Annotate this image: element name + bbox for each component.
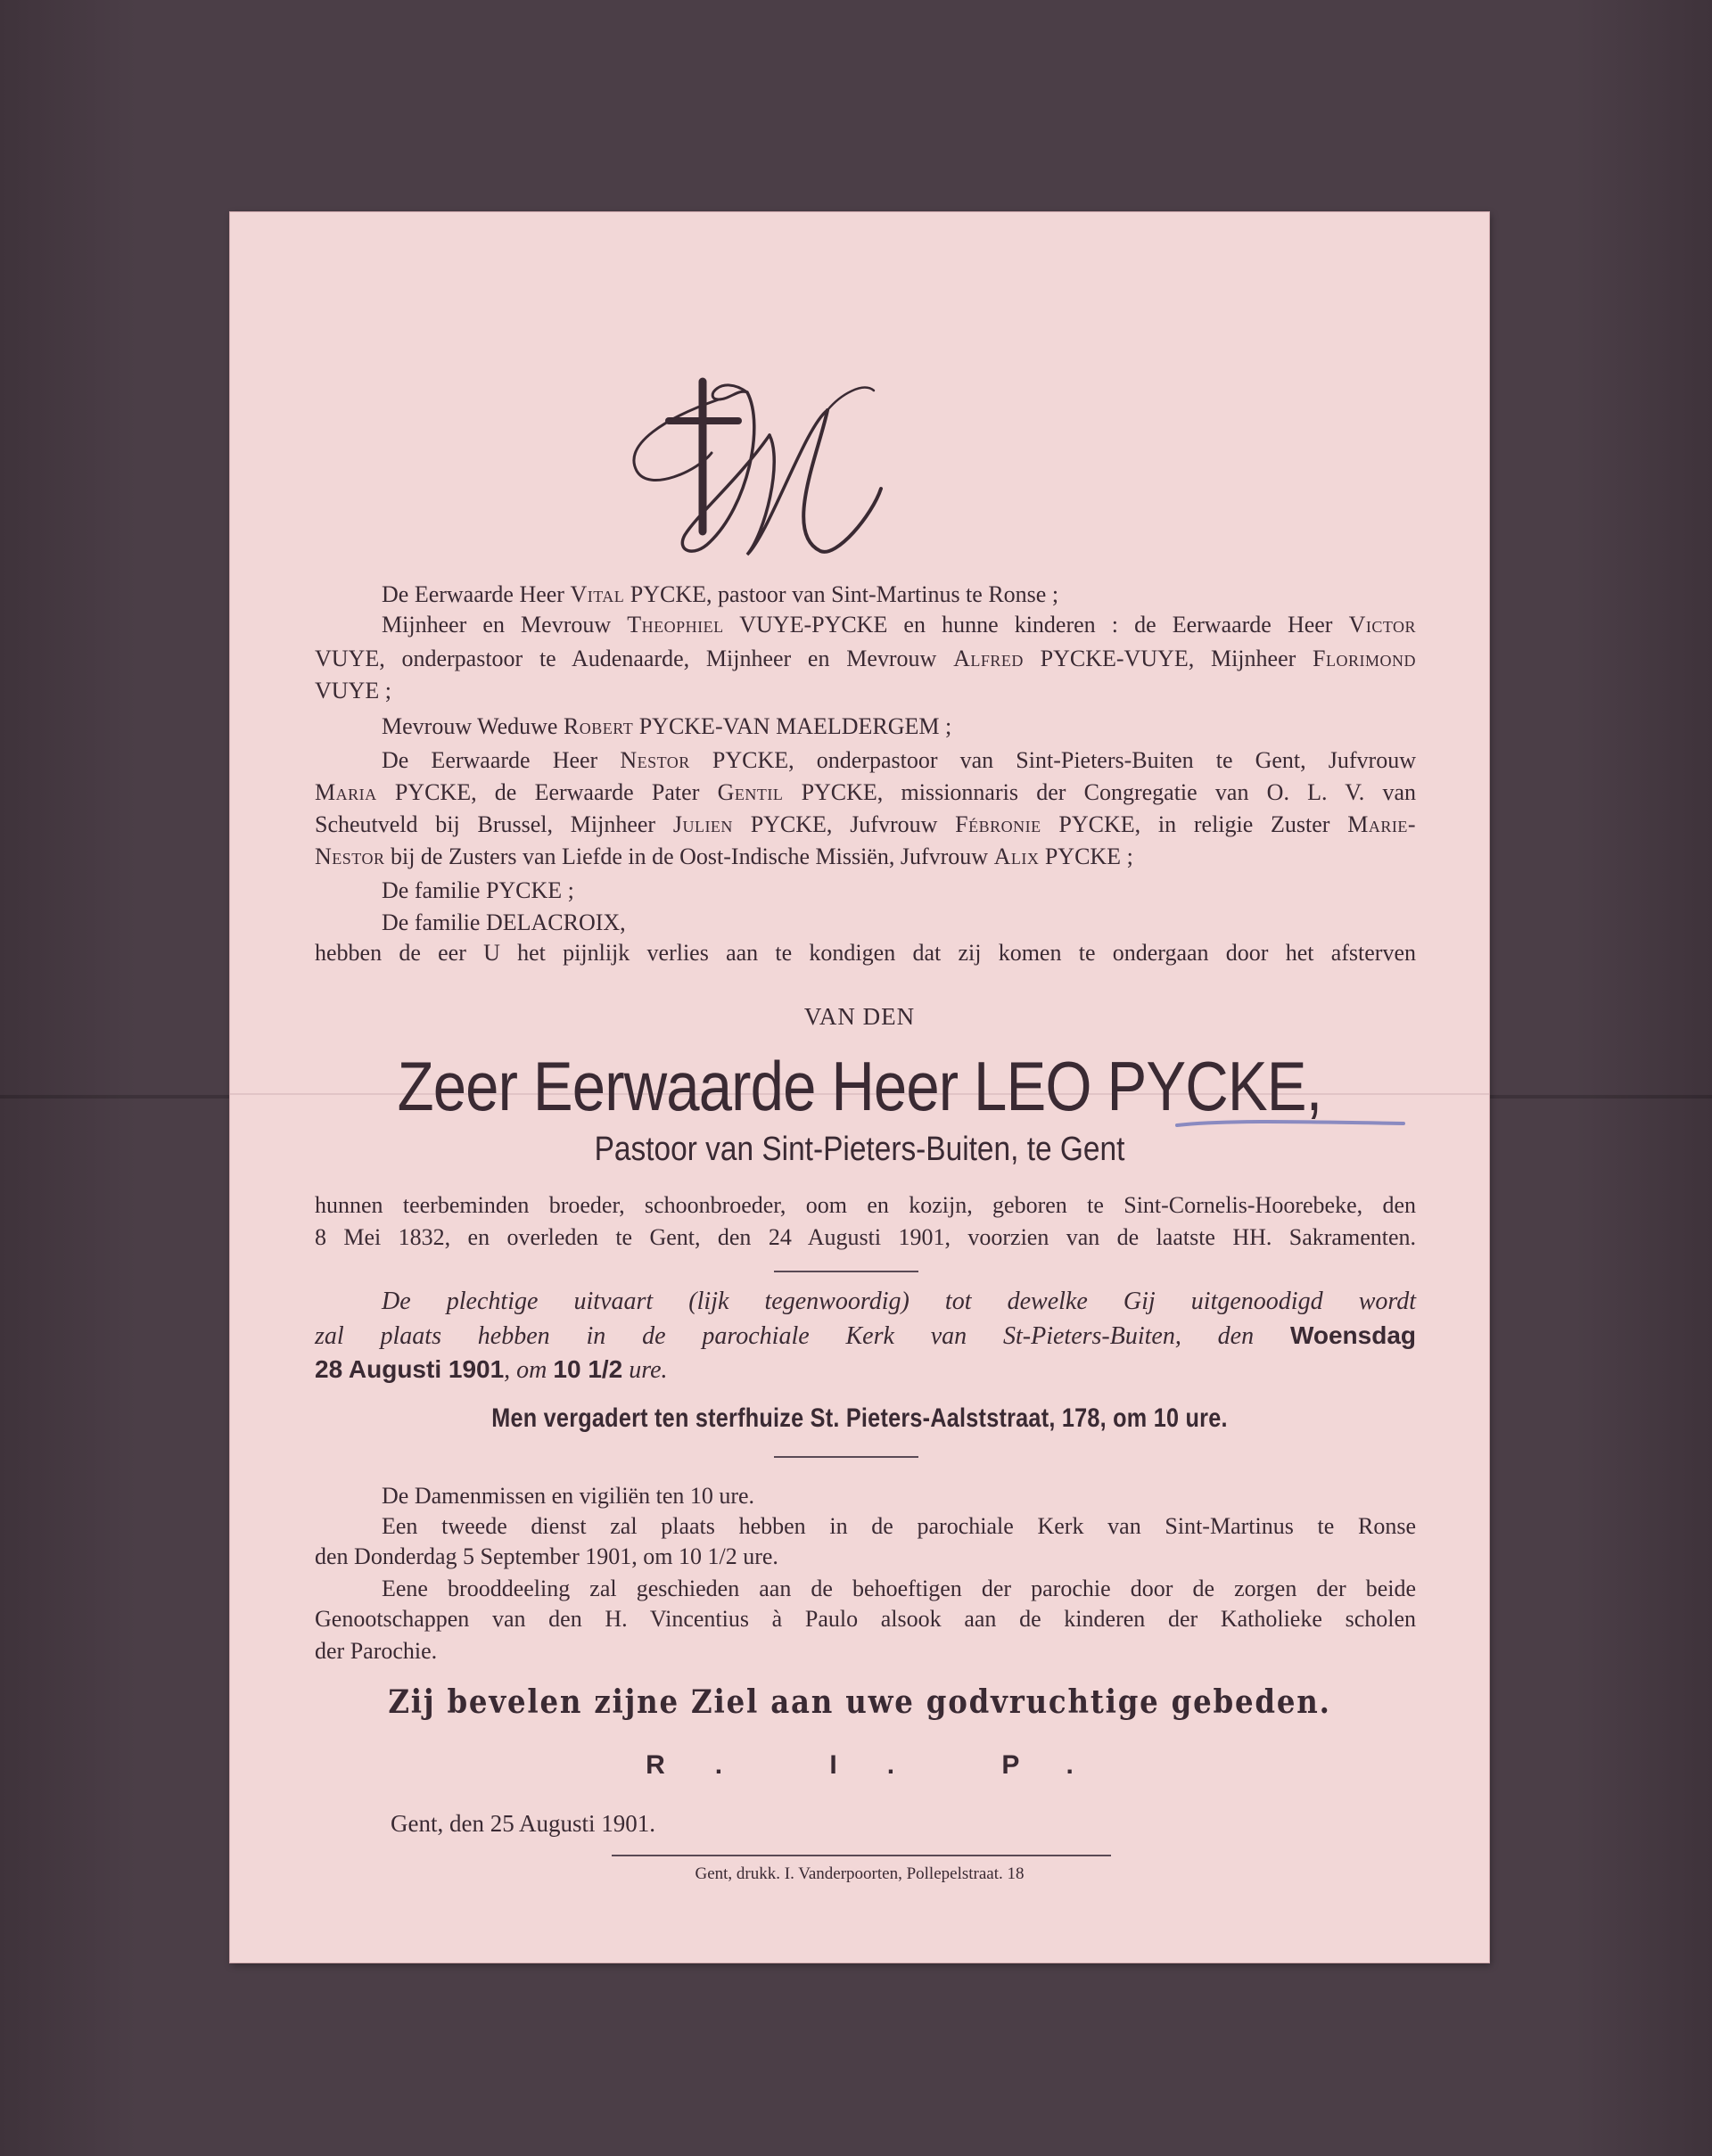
- rip-mark: R. I. P.: [646, 1750, 1124, 1780]
- family-line-9: Nestor bij de Zusters van Liefde in de Oost-Indische Missiën, Jufvrouw Alix PYCKE ;: [315, 843, 1133, 869]
- printer-rule: [612, 1855, 1111, 1856]
- deceased-title: Pastoor van Sint-Pieters-Buiten, te Gent: [594, 1131, 1125, 1168]
- services-line-1: De Damenmissen en vigiliën ten 10 ure.: [382, 1483, 755, 1509]
- prayer-request: Zij bevelen zijne Ziel aan uwe godvruchtige gebeden.: [388, 1683, 1331, 1721]
- services-line-6: der Parochie.: [315, 1638, 438, 1664]
- deceased-line-2: 8 Mei 1832, en overleden te Gent, den 24 Augusti 1901, voorzien van de laatste HH. Sakramenten.: [315, 1224, 1416, 1250]
- family-line-3: VUYE, onderpastoor te Audenaarde, Mijnheer en Mevrouw Alfred PYCKE-VUYE, Mijnheer Florimond: [315, 646, 1416, 671]
- divider-2: [774, 1456, 918, 1458]
- gathering-notice: Men vergadert ten sterfhuize St. Pieters-Aalststraat, 178, om 10 ure.: [491, 1403, 1228, 1433]
- van-den-heading: VAN DEN: [803, 1003, 916, 1030]
- pencil-underline-mark: [1173, 1116, 1407, 1131]
- deceased-name: Zeer Eerwaarde Heer LEO PYCKE,: [397, 1047, 1322, 1125]
- services-line-4: Eene brooddeeling zal geschieden aan de behoeftigen der parochie door de zorgen der beide: [382, 1576, 1416, 1601]
- family-line-1: De Eerwaarde Heer Vital PYCKE, pastoor van Sint-Martinus te Ronse ;: [382, 581, 1059, 607]
- services-line-3: den Donderdag 5 September 1901, om 10 1/2 ure.: [315, 1543, 778, 1569]
- family-line-12: hebben de eer U het pijnlijk verlies aan te kondigen dat zij komen te ondergaan door het afsterven: [315, 940, 1416, 966]
- services-line-5: Genootschappen van den H. Vincentius à Paulo alsook aan de kinderen der Katholieke scholen: [315, 1606, 1416, 1632]
- family-line-11: De familie DELACROIX,: [382, 909, 626, 935]
- funeral-line-3: 28 Augusti 1901, om 10 1/2 ure.: [315, 1355, 668, 1384]
- notice-date: Gent, den 25 Augusti 1901.: [391, 1810, 655, 1837]
- divider-1: [774, 1271, 918, 1272]
- family-line-6: De Eerwaarde Heer Nestor PYCKE, onderpastoor van Sint-Pieters-Buiten te Gent, Jufvrouw: [382, 747, 1416, 773]
- family-line-5: Mevrouw Weduwe Robert PYCKE-VAN MAELDERGEM ;: [382, 713, 952, 739]
- services-line-2: Een tweede dienst zal plaats hebben in de parochiale Kerk van Sint-Martinus te Ronse: [382, 1513, 1416, 1539]
- family-line-7: Maria PYCKE, de Eerwaarde Pater Gentil PYCKE, missionnaris der Congregatie van O. L. V. van: [315, 779, 1416, 805]
- family-line-2: Mijnheer en Mevrouw Theophiel VUYE-PYCKE en hunne kinderen : de Eerwaarde Heer Victor: [382, 612, 1417, 638]
- family-line-8: Scheutveld bij Brussel, Mijnheer Julien PYCKE, Jufvrouw Fébronie PYCKE, in religie Zuster Marie-: [315, 811, 1417, 837]
- cross-monogram-icon: [613, 364, 908, 605]
- funeral-line-2: zal plaats hebben in de parochiale Kerk van St-Pieters-Buiten, den Woensdag: [315, 1321, 1416, 1350]
- funeral-line-1: De plechtige uitvaart (lijk tegenwoordig) tot dewelke Gij uitgenoodigd wordt: [382, 1288, 1416, 1315]
- family-line-4: VUYE ;: [315, 678, 391, 704]
- deceased-line-1: hunnen teerbeminden broeder, schoonbroeder, oom en kozijn, geboren te Sint-Cornelis-Hoorebeke, den: [315, 1192, 1416, 1218]
- family-line-10: De familie PYCKE ;: [382, 877, 574, 903]
- printer-imprint: Gent, drukk. I. Vanderpoorten, Pollepelstraat. 18: [695, 1864, 1025, 1883]
- funeral-notice-sheet: [230, 212, 1489, 1963]
